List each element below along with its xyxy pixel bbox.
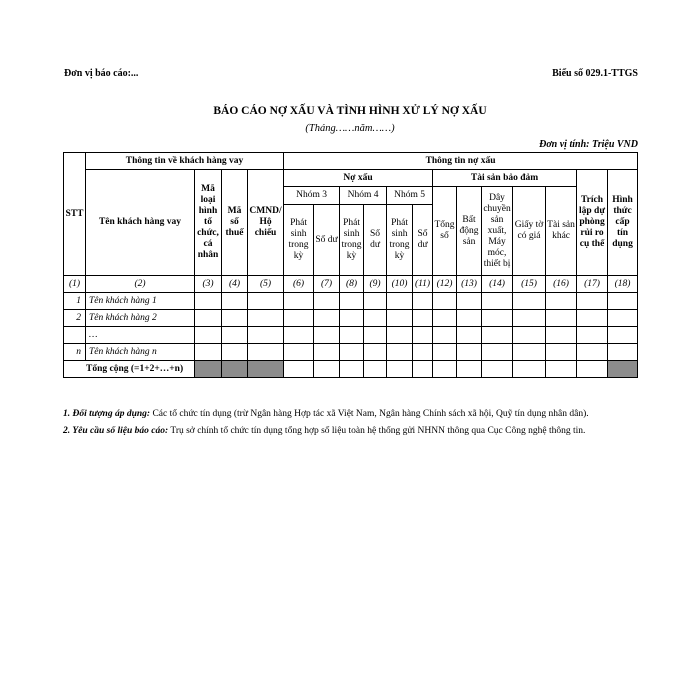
col-number: (6) [284,276,314,293]
data-cell[interactable] [457,344,482,361]
table-row [64,310,638,327]
report-title: BÁO CÁO NỢ XẤU VÀ TÌNH HÌNH XỬ LÝ NỢ XẤU [213,105,487,117]
group5-header: Nhóm 5 [387,187,433,205]
data-cell[interactable] [222,310,248,327]
group5-balance-header: Số dư [413,205,433,276]
note-1-text: Các tổ chức tín dụng (trừ Ngân hàng Hợp tác xã Việt Nam, Ngân hàng Chính sách xã hội, Quỹ tín dụng nhân dân). [152,409,589,419]
machinery-header: Dây chuyền sản xuất, Máy móc, thiết bị [482,187,513,276]
row-index: 2 [64,310,86,327]
group5-arising-header: Phát sinh trong kỳ [387,205,413,276]
data-cell[interactable] [387,344,413,361]
data-cell[interactable] [433,344,457,361]
data-cell[interactable] [433,327,457,344]
data-cell[interactable] [248,344,284,361]
col-stt-header: STT [64,153,86,276]
data-cell[interactable] [284,293,314,310]
reporting-unit: Đơn vị báo cáo:... [64,68,139,79]
row-index: 1 [64,293,86,310]
note-2 [63,425,641,437]
data-cell[interactable] [248,327,284,344]
data-cell[interactable] [314,310,340,327]
note-2-label: 2. Yêu cầu số liệu báo cáo: [63,426,169,436]
data-cell[interactable] [577,344,608,361]
total-cell[interactable] [457,361,482,378]
total-cell[interactable] [577,361,608,378]
data-cell[interactable] [340,293,364,310]
data-cell[interactable] [577,293,608,310]
data-cell[interactable] [387,293,413,310]
data-cell[interactable] [546,293,577,310]
total-cell[interactable] [546,361,577,378]
row-customer-name: … [86,327,195,344]
col-number: (15) [513,276,546,293]
data-cell[interactable] [513,293,546,310]
data-cell[interactable] [457,310,482,327]
shaded-cell [608,361,638,378]
collateral-header: Tài sản bảo đảm [433,170,577,187]
shaded-cell [222,361,248,378]
col-number: (11) [413,276,433,293]
data-cell[interactable] [433,293,457,310]
data-cell[interactable] [364,344,387,361]
col-number: (2) [86,276,195,293]
data-cell[interactable] [195,344,222,361]
data-cell[interactable] [608,293,638,310]
data-cell[interactable] [482,310,513,327]
col-number: (12) [433,276,457,293]
data-cell[interactable] [314,327,340,344]
col-number: (10) [387,276,413,293]
col-number: (4) [222,276,248,293]
row-customer-name: Tên khách hàng n [86,344,195,361]
bad-debt-header: Nợ xấu [284,170,433,187]
data-cell[interactable] [222,293,248,310]
total-cell[interactable] [364,361,387,378]
total-row [64,361,638,378]
data-cell[interactable] [513,327,546,344]
table-row [64,344,638,361]
data-cell[interactable] [284,344,314,361]
data-cell[interactable] [608,327,638,344]
data-cell[interactable] [222,344,248,361]
report-period: (Tháng……năm……) [305,123,395,134]
total-cell[interactable] [413,361,433,378]
data-cell[interactable] [284,327,314,344]
shaded-cell [248,361,284,378]
data-cell[interactable] [364,310,387,327]
total-cell[interactable] [513,361,546,378]
col-number: (14) [482,276,513,293]
data-cell[interactable] [608,310,638,327]
total-cell[interactable] [387,361,413,378]
data-cell[interactable] [340,310,364,327]
form-code: Biểu số 029.1-TTGS [552,68,638,79]
data-cell[interactable] [546,310,577,327]
data-cell[interactable] [314,293,340,310]
valuable-papers-header: Giấy tờ có giá [513,187,546,276]
data-cell[interactable] [195,310,222,327]
note-2-text: Trụ sở chính tổ chức tín dụng tổng hợp số liệu toàn hệ thống gửi NHNN thông qua Cục Công nghệ thông tin. [170,426,586,436]
total-cell[interactable] [433,361,457,378]
id-passport-header: CMND/ Hộ chiếu [248,170,284,276]
note-1 [63,408,641,420]
data-cell[interactable] [413,310,433,327]
data-cell[interactable] [195,327,222,344]
real-estate-header: Bất động sản [457,187,482,276]
data-cell[interactable] [413,344,433,361]
data-cell[interactable] [457,327,482,344]
collateral-total-header: Tổng số [433,187,457,276]
data-cell[interactable] [513,344,546,361]
data-cell[interactable] [195,293,222,310]
col-number: (5) [248,276,284,293]
col-number: (8) [340,276,364,293]
provision-header: Trích lập dự phòng rủi ro cụ thể [577,170,608,276]
group3-header: Nhóm 3 [284,187,340,205]
total-cell[interactable] [314,361,340,378]
type-code-header: Mã loại hình tổ chức, cá nhân [195,170,222,276]
group4-header: Nhóm 4 [340,187,387,205]
col-number: (3) [195,276,222,293]
data-cell[interactable] [457,293,482,310]
data-cell[interactable] [387,327,413,344]
total-cell[interactable] [482,361,513,378]
row-index [64,327,86,344]
data-cell[interactable] [546,344,577,361]
shaded-cell [195,361,222,378]
footnotes [63,408,641,442]
data-cell[interactable] [364,293,387,310]
data-cell[interactable] [577,327,608,344]
data-cell[interactable] [364,327,387,344]
col-number: (16) [546,276,577,293]
row-customer-name: Tên khách hàng 2 [86,310,195,327]
row-index: n [64,344,86,361]
data-cell[interactable] [284,310,314,327]
data-cell[interactable] [413,327,433,344]
data-cell[interactable] [314,344,340,361]
data-cell[interactable] [608,344,638,361]
data-cell[interactable] [433,310,457,327]
customer-name-header: Tên khách hàng vay [86,170,195,276]
col-number: (18) [608,276,638,293]
col-number: (7) [314,276,340,293]
data-cell[interactable] [482,327,513,344]
data-cell[interactable] [482,344,513,361]
currency-unit: Đơn vị tính: Triệu VND [539,139,638,150]
data-cell[interactable] [546,327,577,344]
data-cell[interactable] [482,293,513,310]
table-row [64,327,638,344]
row-customer-name: Tên khách hàng 1 [86,293,195,310]
total-cell[interactable] [340,361,364,378]
note-1-label: 1. Đối tượng áp dụng: [63,409,151,419]
group3-arising-header: Phát sinh trong kỳ [284,205,314,276]
col-number: (1) [64,276,86,293]
group4-balance-header: Số dư [364,205,387,276]
total-cell[interactable] [284,361,314,378]
table-row [64,293,638,310]
bad-debt-report-table [63,152,638,378]
customer-info-header: Thông tin về khách hàng vay [86,153,284,170]
total-row-label: Tổng cộng (=1+2+…+n) [64,361,195,378]
data-cell[interactable] [248,310,284,327]
data-cell[interactable] [340,344,364,361]
data-cell[interactable] [387,310,413,327]
col-number: (17) [577,276,608,293]
data-cell[interactable] [340,327,364,344]
data-cell[interactable] [513,310,546,327]
data-cell[interactable] [222,327,248,344]
debt-info-header: Thông tin nợ xấu [284,153,638,170]
tax-code-header: Mã số thuế [222,170,248,276]
col-number: (9) [364,276,387,293]
data-cell[interactable] [413,293,433,310]
col-number: (13) [457,276,482,293]
credit-form-header: Hình thức cấp tín dụng [608,170,638,276]
data-cell[interactable] [577,310,608,327]
data-cell[interactable] [248,293,284,310]
other-assets-header: Tài sản khác [546,187,577,276]
group4-arising-header: Phát sinh trong kỳ [340,205,364,276]
group3-balance-header: Số dư [314,205,340,276]
